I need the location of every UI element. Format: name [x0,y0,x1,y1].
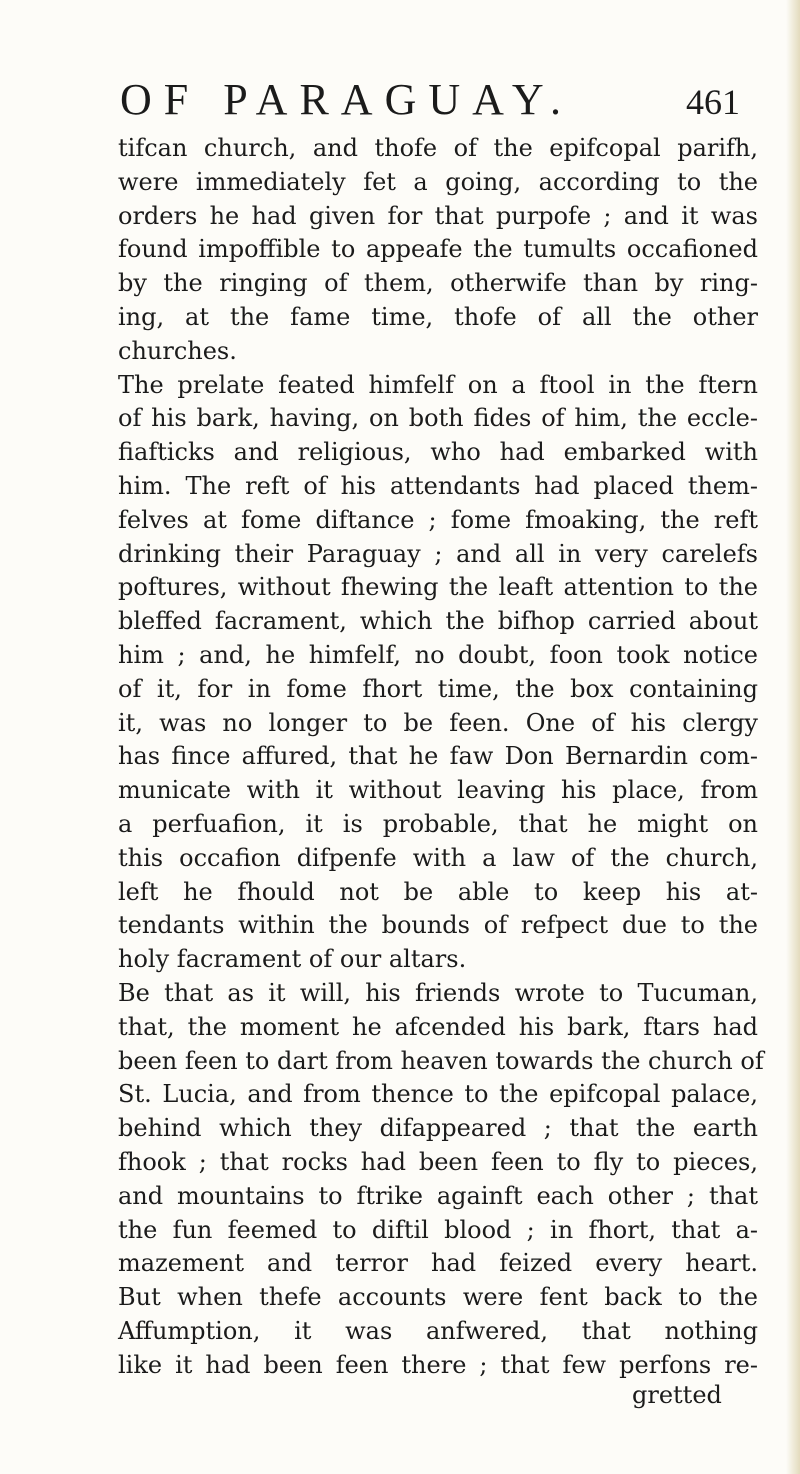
text-line: behind which they difappeared ; that the earth [118,1114,758,1143]
text-line: him ; and, he himfelf, no doubt, foon took notice [118,640,758,669]
catchword: gretted [632,1381,722,1409]
text-line: by the ringing of them, otherwife than by ring- [118,269,758,298]
text-line: bleffed facrament, which the bifhop carried about [118,607,758,636]
paragraph-start-line: Be that as it will, his friends wrote to Tucuman, [118,978,758,1007]
text-line: a perfuafion, it is probable, that he might on [118,809,758,838]
page-number: 461 [686,82,740,122]
text-line: felves at fome diftance ; fome fmoaking, the reft [118,505,758,534]
text-line: drinking their Paraguay ; and all in very carelefs [118,539,758,568]
text-line: ing, at the fame time, thofe of all the other [118,302,758,331]
text-line: of it, for in fome fhort time, the box containing [118,674,758,703]
text-line: the fun feemed to diftil blood ; in fhort, that a- [118,1215,758,1244]
text-line: and mountains to ftrike againft each other ; that [118,1181,758,1210]
page-edge-shading [786,0,800,1474]
text-line: churches. [118,336,237,365]
text-line: poftures, without fhewing the leaft attention to the [118,573,758,602]
text-line: But when thefe accounts were fent back to the [118,1283,758,1312]
text-line: were immediately fet a going, according to the [118,167,758,196]
text-line: holy facrament of our altars. [118,945,467,974]
text-line: him. The reft of his attendants had placed them- [118,471,758,500]
text-line: left he fhould not be able to keep his at- [118,877,758,906]
text-line: mazement and terror had feized every heart. [118,1249,758,1278]
text-line: Affumption, it was anfwered, that nothing [118,1316,758,1345]
text-line: St. Lucia, and from thence to the epifcopal palace, [118,1080,758,1109]
text-line: orders he had given for that purpofe ; and it was [118,201,758,230]
text-line: it, was no longer to be feen. One of his clergy [118,708,758,737]
text-line: fiafticks and religious, who had embarked with [118,438,758,467]
text-line: that, the moment he afcended his bark, ftars had [118,1012,758,1041]
text-line: of his bark, having, on both fides of him, the eccle- [118,404,758,433]
text-line: municate with it without leaving his place, from [118,776,758,805]
text-line: has fince affured, that he faw Don Bernardin com- [118,742,758,771]
running-head [120,70,740,130]
body-text [118,132,764,1382]
running-title: OF PARAGUAY. [120,75,573,124]
text-line: tendants within the bounds of refpect due to the [118,911,758,940]
text-line: like it had been feen there ; that few perfons re- [118,1350,758,1379]
text-line: been feen to dart from heaven towards the church of [118,1046,764,1075]
text-line: this occafion difpenfe with a law of the church, [118,843,758,872]
text-line: tifcan church, and thofe of the epifcopal parifh, [118,134,758,162]
text-line: fhook ; that rocks had been feen to fly to pieces, [118,1147,758,1176]
paragraph-start-line: The prelate feated himfelf on a ftool in the ftern [118,370,758,399]
text-line: found impoffible to appeafe the tumults occafioned [118,235,758,264]
